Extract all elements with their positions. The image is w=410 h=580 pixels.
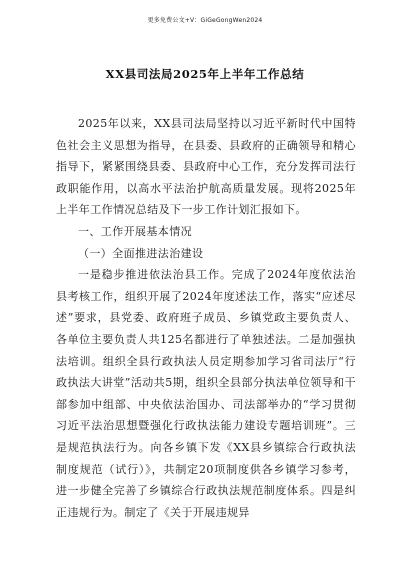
section-heading: 一、工作开展基本情况 — [78, 224, 192, 238]
document-title: XX县司法局2025年上半年工作总结 — [105, 67, 305, 81]
document-body — [56, 113, 356, 523]
intro-paragraph: 2025年以来，XX县司法局坚持以习近平新时代中国特色社会主义思想为指导，在县委、县政府的正确领导和精心指导下，紧紧围绕县委、县政府中心工作，充分发挥司法行政职能作用，以高水平法治护航高质量发展。现将2025年上半年工作情况总结及下一步工作计划汇报如下。 — [56, 117, 356, 217]
header-note: 更多免费公文+V：GiGeGongWen2024 — [147, 17, 263, 24]
subsection-heading: （一）全面推进法治建设 — [78, 246, 204, 260]
body-paragraph: 一是稳步推进依法治县工作。完成了2024年度依法治县考核工作，组织开展了2024年度述法工作，落实“应述尽述”要求，县党委、政府班子成员、乡镇党政主要负责人、各单位主要负责人共125名都进行了单独述法。二是加强执法培训。组织全县行政执法人员定期参加学习省司法厅“行政执法大讲堂”活动共5期，组织全县部分执法单位领导和干部参加中组部、中央依法治国办、司法部举办的“学习贯彻习近平法治思想暨强化行政执法能力建设专题培训班”。三是规范执法行为。向各乡镇下发《XX县乡镇综合行政执法制度规范（试行）》，共制定20项制度供各乡镇学习参考，进一步健全完善了乡镇综合行政执法规范制度体系。四是纠正违规行为。制定了《关于开展违规异 — [56, 268, 356, 519]
